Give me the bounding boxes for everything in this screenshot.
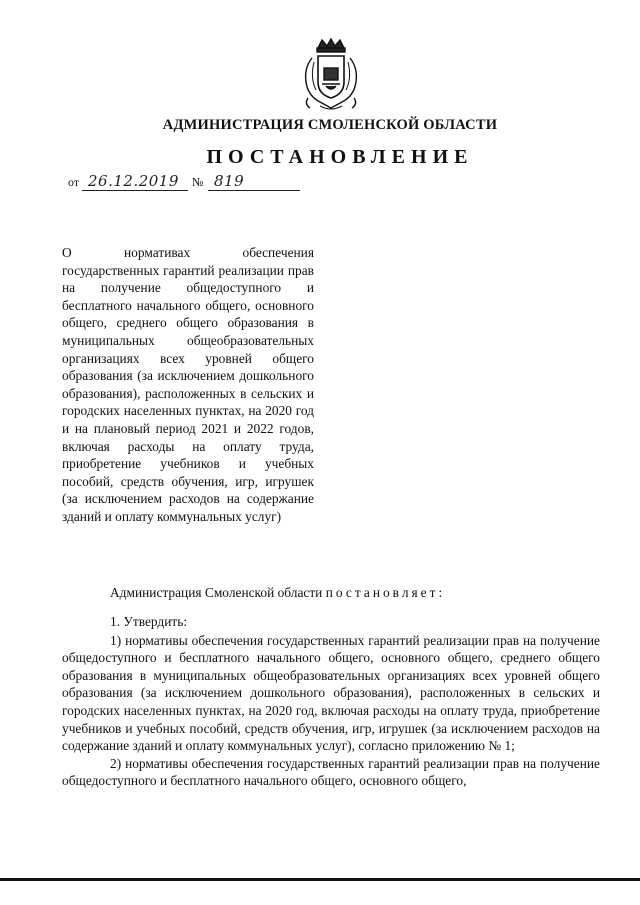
item-1-title: 1. Утвердить: — [110, 614, 188, 629]
preamble-text: Администрация Смоленской области — [110, 585, 323, 600]
page-bottom-rule — [0, 878, 640, 881]
number-label: № — [192, 175, 204, 189]
document-meta — [68, 172, 328, 192]
resolution-body — [62, 613, 600, 790]
number-value: 819 — [214, 172, 245, 190]
date-underline — [82, 190, 188, 191]
authority-name: АДМИНИСТРАЦИЯ СМОЛЕНСКОЙ ОБЛАСТИ — [162, 117, 498, 133]
coat-of-arms-icon — [300, 38, 362, 112]
preamble-verb: постановляет: — [325, 585, 446, 600]
date-value: 26.12.2019 — [88, 172, 179, 190]
document-subject: О нормативах обеспечения государственных гарантий реализации прав на получение общедоступного и бесплатного начального общего, основного общего, среднего общего образования в муниципальных общеобразовательных организациях всех уровней общего образования (за исключением дошкольного образования), расположенных в сельских и городских населенных пунктах, на 2020 год и на плановый период 2021 и 2022 годов, включая расходы на оплату труда, приобретение учебников и учебных пособий, средств обучения, игр, игрушек (за исключением расходов на содержание зданий и оплату коммунальных услуг) — [62, 245, 314, 524]
item-1-sub-1: 1) нормативы обеспечения государственных гарантий реализации прав на получение общедоступного и бесплатного начального общего, основного общего, среднего общего образования в муниципальных общеобразовательных организациях всех уровней общего образования (за исключением дошкольного образования), расположенных в сельских и городских населенных пунктах, на 2020 год, включая расходы на оплату труда, приобретение учебников и учебных пособий, средств обучения, игр, игрушек (за исключением расходов на содержание зданий и оплату коммунальных услуг), согласно приложению № 1; — [62, 632, 600, 754]
preamble — [62, 584, 600, 602]
document-type-title: ПОСТАНОВЛЕНИЕ — [206, 146, 474, 168]
date-label: от — [68, 175, 80, 189]
item-1-sub-2: 2) нормативы обеспечения государственных гарантий реализации прав на получение общедоступного и бесплатного начального общего, основного общего, — [62, 755, 600, 789]
number-underline — [208, 190, 300, 191]
